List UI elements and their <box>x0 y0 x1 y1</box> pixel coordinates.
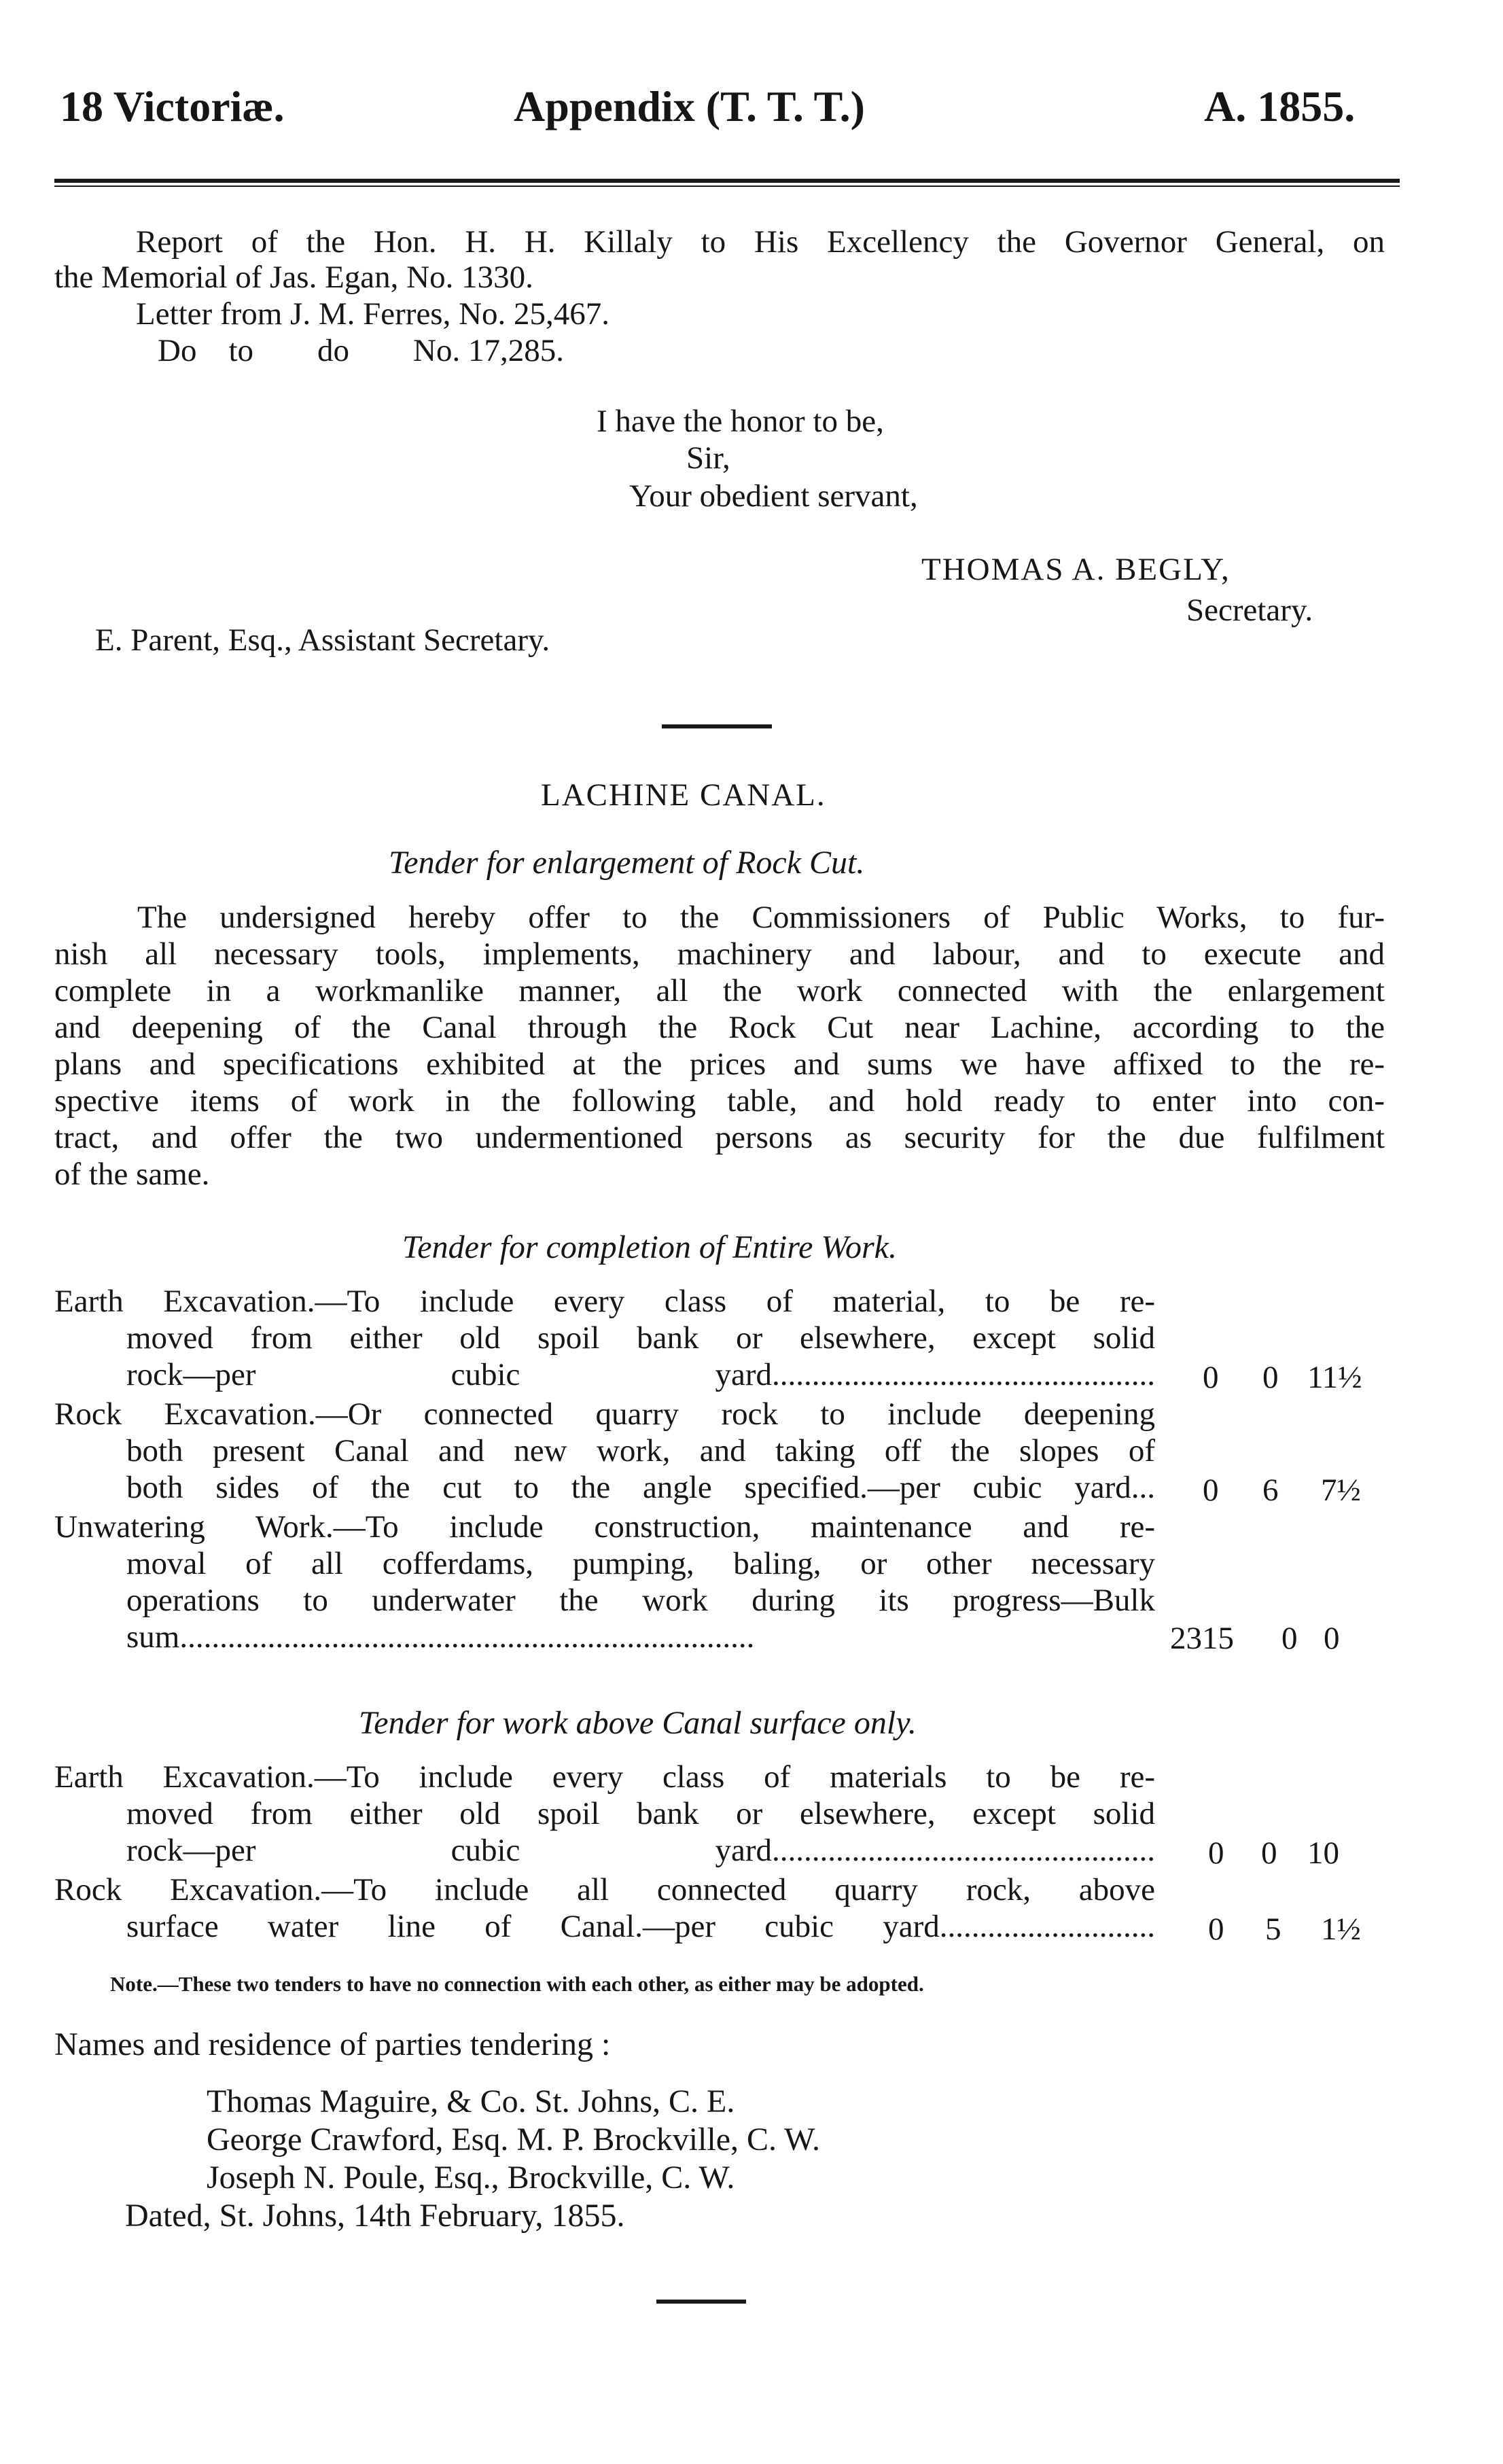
tender-note: Note.—These two tenders to have no connection with each other, as either may be adopted. <box>110 1972 924 1996</box>
price-pounds: 0 <box>1203 1473 1219 1508</box>
price-pounds: 0 <box>1208 1835 1224 1871</box>
signature-name: THOMAS A. BEGLY, <box>921 552 1231 587</box>
item-line: rock—per cubic yard................................................ <box>126 1357 1155 1392</box>
intro-line: complete in a workmanlike manner, all the work connected with the enlargement <box>54 973 1385 1008</box>
addressee: E. Parent, Esq., Assistant Secretary. <box>95 622 550 658</box>
party-entry: Thomas Maguire, & Co. St. Johns, C. E. <box>207 2083 735 2119</box>
price-pence: 1½ <box>1321 1912 1361 1947</box>
tender-entire-heading: Tender for completion of Entire Work. <box>402 1229 897 1265</box>
item-line: Earth Excavation.—To include every class of material, to be re- <box>54 1284 1155 1319</box>
price-shillings: 0 <box>1261 1835 1277 1871</box>
item-line: moved from either old spoil bank or elsewhere, except solid <box>126 1320 1155 1356</box>
header-session: 18 Victoriæ. <box>60 82 285 130</box>
price-pence: 0 <box>1324 1621 1340 1656</box>
tender-surface-heading: Tender for work above Canal surface only. <box>359 1705 917 1741</box>
enclosure-line: Do to do No. 17,285. <box>158 333 564 368</box>
item-line: Rock Excavation.—Or connected quarry rock to include deepening <box>54 1396 1155 1432</box>
item-line: rock—per cubic yard................................................ <box>126 1833 1155 1868</box>
enclosure-line: Letter from J. M. Ferres, No. 25,467. <box>136 296 610 332</box>
intro-line: nish all necessary tools, implements, machinery and labour, and to execute and <box>54 936 1385 972</box>
section-divider <box>662 724 772 728</box>
item-line: Earth Excavation.—To include every class of materials to be re- <box>54 1759 1155 1795</box>
intro-line: tract, and offer the two undermentioned persons as security for the due fulfilment <box>54 1120 1385 1155</box>
price-shillings: 6 <box>1262 1473 1279 1508</box>
section-title: LACHINE CANAL. <box>541 777 826 813</box>
closing-line: I have the honor to be, <box>597 404 884 439</box>
item-line: both present Canal and new work, and taking off the slopes of <box>126 1433 1155 1468</box>
item-line: both sides of the cut to the angle specified.—per cubic yard... <box>126 1470 1155 1505</box>
parties-heading: Names and residence of parties tendering : <box>54 2026 611 2062</box>
intro-line: plans and specifications exhibited at the prices and sums we have affixed to the re- <box>54 1046 1385 1082</box>
closing-line: Your obedient servant, <box>629 478 918 514</box>
intro-line: of the same. <box>54 1157 210 1192</box>
item-line: Unwatering Work.—To include construction, maintenance and re- <box>54 1509 1155 1545</box>
enclosure-line: Report of the Hon. H. H. Killaly to His Excellency the Governor General, on <box>136 224 1385 260</box>
header-rule-thick <box>54 179 1400 183</box>
item-line: moval of all cofferdams, pumping, baling, or other necessary <box>126 1546 1155 1581</box>
intro-line: The undersigned hereby offer to the Commissioners of Public Works, to fur- <box>137 900 1385 935</box>
closing-line: Sir, <box>686 440 730 476</box>
item-line: surface water line of Canal.—per cubic yard........................... <box>126 1909 1155 1944</box>
section-subtitle: Tender for enlargement of Rock Cut. <box>389 845 865 881</box>
header-rule-thin <box>54 186 1400 187</box>
header-year: A. 1855. <box>1204 82 1356 130</box>
price-shillings: 5 <box>1265 1912 1281 1947</box>
dated-line: Dated, St. Johns, 14th February, 1855. <box>125 2198 625 2234</box>
price-pence: 10 <box>1307 1835 1339 1871</box>
item-line: moved from either old spoil bank or elsewhere, except solid <box>126 1796 1155 1831</box>
intro-line: and deepening of the Canal through the Rock Cut near Lachine, according to the <box>54 1010 1385 1045</box>
party-entry: Joseph N. Poule, Esq., Brockville, C. W. <box>207 2160 735 2196</box>
signature-title: Secretary. <box>1186 593 1313 628</box>
item-line: sum........................................................................ <box>126 1619 755 1655</box>
intro-line: spective items of work in the following table, and hold ready to enter into con- <box>54 1083 1385 1119</box>
price-pounds: 0 <box>1203 1360 1219 1395</box>
end-divider <box>656 2300 746 2304</box>
price-shillings: 0 <box>1262 1360 1279 1395</box>
price-pounds: 2315 <box>1170 1621 1234 1656</box>
price-pence: 11½ <box>1307 1360 1362 1395</box>
price-pence: 7½ <box>1321 1473 1361 1508</box>
item-line: Rock Excavation.—To include all connected quarry rock, above <box>54 1872 1155 1907</box>
party-entry: George Crawford, Esq. M. P. Brockville, C. W. <box>207 2122 821 2158</box>
price-pounds: 0 <box>1208 1912 1224 1947</box>
price-shillings: 0 <box>1281 1621 1298 1656</box>
header-appendix: Appendix (T. T. T.) <box>514 82 865 130</box>
item-line: operations to underwater the work during its progress—Bulk <box>126 1583 1155 1618</box>
enclosure-line: the Memorial of Jas. Egan, No. 1330. <box>54 260 533 295</box>
